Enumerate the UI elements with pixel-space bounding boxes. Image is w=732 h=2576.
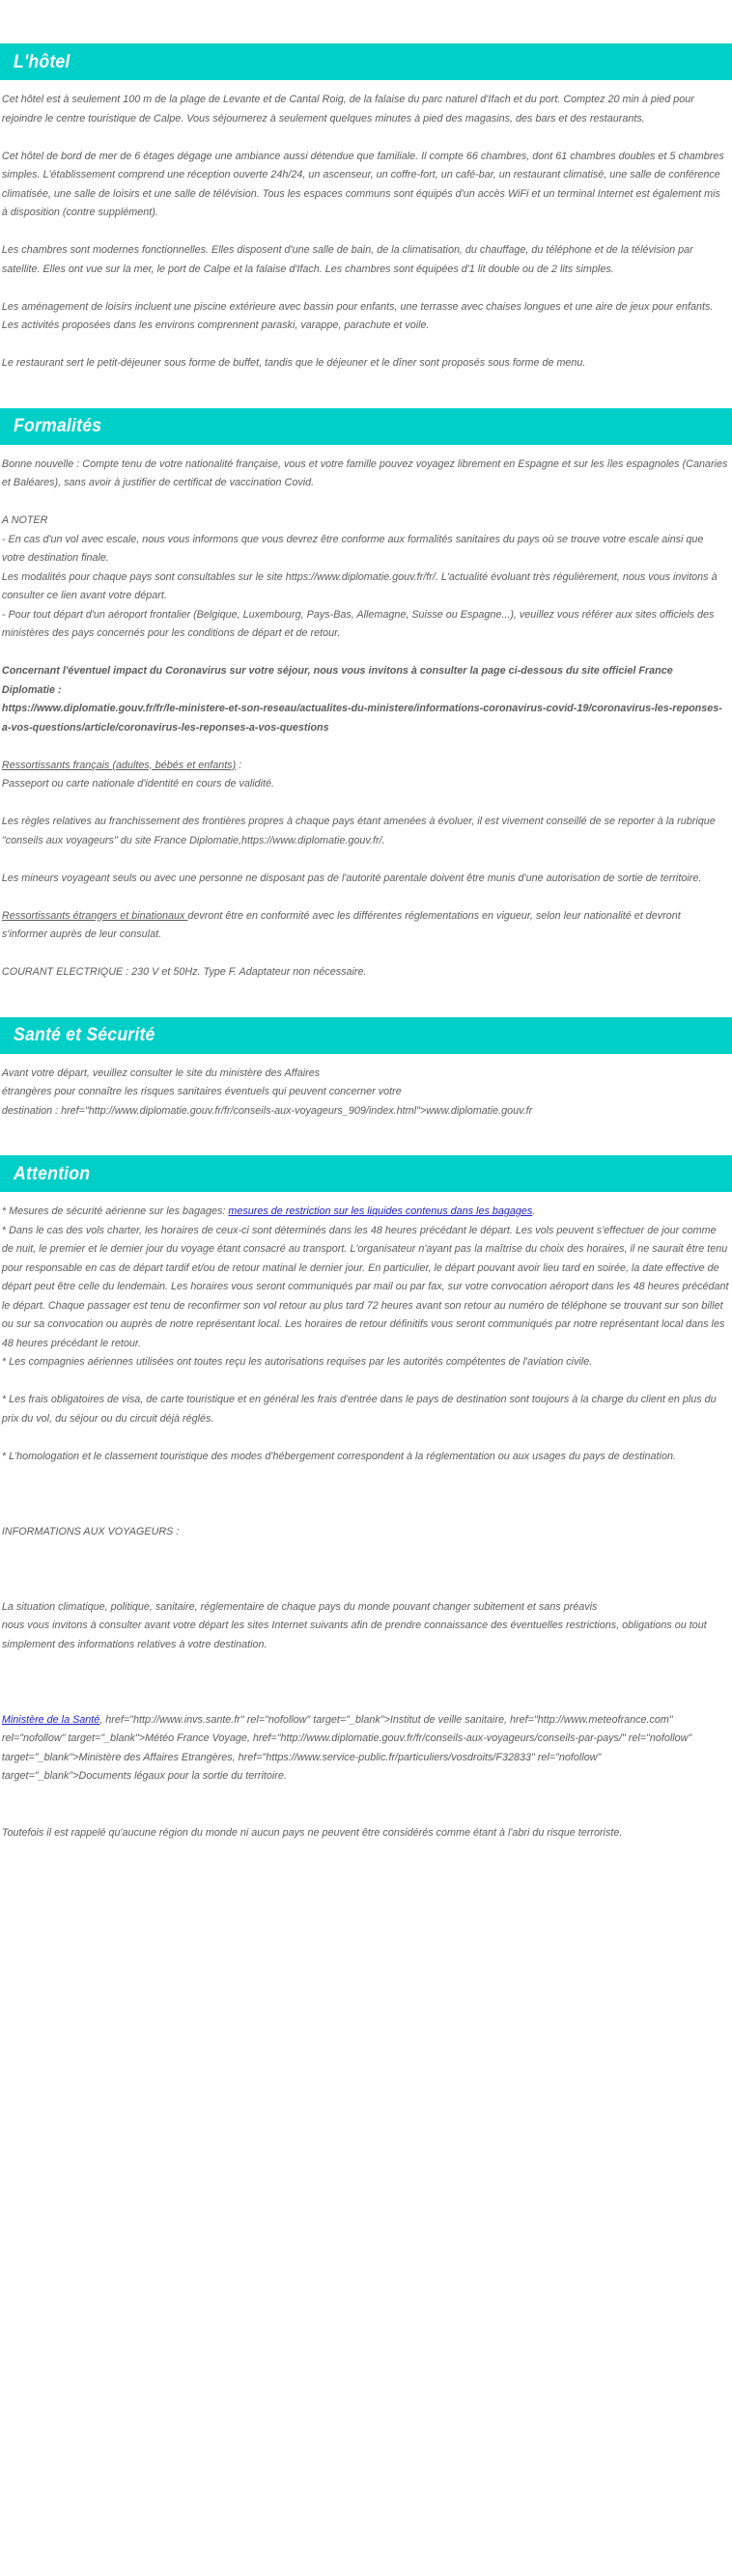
- spacer-before-attention: [0, 1121, 732, 1155]
- paragraph-blank: [2, 493, 729, 512]
- section-header-hotel: [0, 43, 732, 80]
- spacer-after-attention-bar: [0, 1192, 732, 1203]
- paragraph: Cet hôtel de bord de mer de 6 étages dégage une ambiance aussi détendue que familiale. Il compte 66 chambres, dont 61 chambres doubles et 5 chambres simples. L'établissement comprend une réception ouverte 24h/24, un ascenseur, un coffre-fort, un café-bar, un restaurant climatisé, une salle de conférence climatisée, une salle de loisirs et une salle de télévision. Tous les espaces communs sont équipés d'un accès WiFi et un terminal Internet est également mis à disposition (contre supplément).: [1, 150, 727, 218]
- spacer-before-sante: [0, 983, 732, 1017]
- paragraph-blank: [2, 1428, 729, 1448]
- paragraph: nous vous invitons à consulter avant votre départ les sites Internet suivants afin de prendre connaissance des éventuelles restrictions, obligations ou tout simplement des informations relatives à votre destination.: [1, 1620, 710, 1650]
- bullet-accommodation-rating: * L'homologation et le classement touristique des modes d'hébergement correspondent à la réglementation ou aux usages du pays de destination.: [1, 1450, 676, 1462]
- paragraph-coronavirus-intro: Concernant l'éventuel impact du Coronavirus sur votre séjour, nous vous invitons à consulter la page ci-dessous du site officiel France Diplomatie :: [1, 665, 676, 696]
- paragraph: Le restaurant sert le petit-déjeuner sous forme de buffet, tandis que le déjeuner et le dîner sont proposés sous forme de menu.: [1, 357, 586, 369]
- section-title-hotel: L'hôtel: [14, 51, 70, 72]
- paragraph: Les règles relatives au franchissement des frontières propres à chaque pays étant amenées à évoluer, il est vivement conseillé de se reporter à la rubrique "conseils aux voyageurs" du site France Diplomatie,https://www.diplomatie.gouv.fr/.: [1, 816, 718, 846]
- paragraph-blank: [2, 1787, 729, 1806]
- paragraph: Les modalités pour chaque pays sont consultables sur le site https://www.diplomatie.gouv.fr/fr/. L'actualité évoluant très régulièrement, nous vous invitons à consulter ce lien avant votre départ.: [1, 570, 720, 601]
- paragraph: Avant votre départ, veuillez consulter le site du ministère des Affaires: [1, 1066, 321, 1079]
- paragraph: Bonne nouvelle : Compte tenu de votre nationalité française, vous et votre famille pouvez voyagez librement en Espagne et sur les îles espagnoles (Canaries et Baléares), sans avoir à justifier de certificat de vaccination Covid.: [1, 457, 731, 488]
- paragraph-a-noter: A NOTER: [1, 514, 48, 526]
- paragraph-blank: [2, 1692, 729, 1711]
- paragraph-blank: [2, 1579, 729, 1598]
- paragraph: destination : href="http://www.diplomatie.gouv.fr/fr/conseils-aux-voyageurs_909/index.html">www.diplomatie.gouv.fr: [1, 1104, 533, 1117]
- paragraph-blank: [2, 1561, 729, 1580]
- paragraph-blank: [2, 888, 729, 907]
- paragraph: Cet hôtel est à seulement 100 m de la plage de Levante et de Cantal Roig, de la falaise du parc naturel d'Ifach et du port. Comptez 20 min à pied pour rejoindre le centre touristique de Calpe. Vous séjournerez à seulement quelques minutes à pied des magasins, des bars et des restaurants.: [1, 94, 697, 125]
- paragraph-blank: [2, 1504, 729, 1523]
- paragraph: - Pour tout départ d'un aéroport frontalier (Belgique, Luxembourg, Pays-Bas, Allemagne, Suisse ou Espagne...), veuillez vous référer aux sites officiels des ministères des pays concernés pour les conditions de départ et de retour.: [1, 608, 718, 639]
- paragraph-blank: [2, 223, 729, 242]
- section-body-hotel: [0, 91, 731, 374]
- paragraph: Les mineurs voyageant seuls ou avec une personne ne disposant pas de l'autorité parentale doivent être munis d'une autorisation de sortie de territoire.: [1, 872, 702, 884]
- paragraph-blank: [2, 1654, 729, 1674]
- paragraph: - En cas d'un vol avec escale, nous vous informons que vous devrez être conforme aux formalités sanitaires du pays où se trouve votre escale ainsi que votre destination finale.: [1, 533, 707, 564]
- paragraph-blank: [2, 1466, 729, 1485]
- paragraph: La situation climatique, politique, sanitaire, réglementaire de chaque pays du monde pouvant changer subitement et sans préavis: [1, 1600, 598, 1613]
- section-title-formalites: Formalités: [14, 416, 102, 436]
- paragraph-blank: [2, 1485, 729, 1505]
- section-header-sante-securite: [0, 1017, 732, 1054]
- paragraph-blank: [2, 1541, 729, 1561]
- paragraph-blank: [2, 737, 729, 757]
- bullet-visa-fees: * Les frais obligatoires de visa, de carte touristique et en général les frais d'entrée dans le pays de destination sont toujours à la charge du client en plus du prix du vol, du séjour ou du circuit déjà réglés.: [1, 1394, 719, 1425]
- paragraph: Les aménagement de loisirs incluent une piscine extérieure avec bassin pour enfants, une terrasse avec chaises longues et une aire de jeux pour enfants. Les activités proposées dans les environs comprennent paraski, varappe, parachute et voile.: [1, 300, 717, 331]
- section-body-sante-securite: [0, 1065, 731, 1122]
- paragraph-blank: [2, 945, 729, 964]
- paragraph: Passeport ou carte nationale d'identité en cours de validité.: [1, 778, 275, 789]
- paragraph-blank: [2, 794, 729, 814]
- spacer-before-formalites: [0, 374, 732, 408]
- bullet-charter-flights: * Dans le cas des vols charter, les horaires de ceux-ci sont déterminés dans les 48 heures précédant le départ. Les vols peuvent s'effectuer de jour comme de nuit, le premier et le dernier jour du voyage étant consacré au transport. L'organisateur n'ayant pas la maîtrise du choix des horaires, il ne saurait être tenu pour responsable en cas de départ tardif et/ou de retour matinal le dernier jour. En particulier, le départ pouvant avoir lieu tard en soirée, la date effective de départ peut être celle du lendemain. Les horaires vous seront communiqués par mail ou par fax, sur votre convocation aéroport dans les 48 heures précédant le départ. Chaque passager est tenu de reconfirmer son vol retour au plus tard 72 heures avant son retour au numéro de téléphone se trouvant sur son billet ou sur sa convocation ou auprès de notre représentant local. Les horaires de retour définitifs vous seront communiqués par notre représentant local dans les 48 heures précédant le retour.: [1, 1224, 732, 1349]
- paragraph-ressortissants-etrangers: Ressortissants étrangers et binationaux devront être en conformité avec les différentes réglementations en vigueur, selon leur nationalité et devront s'informer auprès de leur consulat.: [1, 909, 684, 940]
- paragraph-ressortissants-francais: Ressortissants français (adultes, bébés et enfants) :: [1, 759, 242, 771]
- heading-informations-voyageurs: INFORMATIONS AUX VOYAGEURS :: [1, 1525, 180, 1537]
- paragraph-blank: [2, 1674, 729, 1693]
- bullet-baggage-security-suffix: .: [532, 1205, 536, 1217]
- bottom-spacer: [0, 1842, 732, 1871]
- paragraph-coronavirus-url: https://www.diplomatie.gouv.fr/fr/le-ministere-et-son-reseau/actualites-du-ministere/informations-coronavirus-covid-19/coronavirus-les-reponses-a-vos-questions/article/coronavirus-les-reponses-a-vos-questions: [1, 703, 722, 734]
- spacer-after-hotel-bar: [0, 80, 732, 91]
- section-title-sante-securite: Santé et Sécurité: [14, 1025, 155, 1045]
- bullet-airlines: * Les compagnies aériennes utilisées ont toutes reçu les autorisations requises par les autorités compétentes de l'aviation civile.: [1, 1356, 593, 1368]
- bullet-baggage-security-prefix: * Mesures de sécurité aérienne sur les bagages:: [1, 1205, 229, 1217]
- paragraph-blank: [2, 128, 729, 148]
- top-spacer: [0, 0, 732, 43]
- paragraph-blank: [2, 279, 729, 298]
- paragraph: étrangères pour connaître les risques sanitaires éventuels qui peuvent concerner votre: [1, 1086, 402, 1097]
- paragraph-blank: [2, 1805, 729, 1824]
- paragraph: Les chambres sont modernes fonctionnelles. Elles disposent d'une salle de bain, de la climatisation, du chauffage, du téléphone et de la télévision par satellite. Elles ont vue sur la mer, le port de Calpe et la falaise d'Ifach. Les chambres sont équipées d'1 lit double ou de 2 lits simples.: [1, 244, 696, 275]
- section-header-attention: [0, 1155, 732, 1192]
- liquids-restriction-link[interactable]: mesures de restriction sur les liquides contenus dans les bagages: [228, 1205, 533, 1217]
- paragraph-blank: [2, 644, 729, 663]
- section-title-attention: Attention: [14, 1163, 91, 1184]
- ministere-sante-link[interactable]: Ministère de la Santé: [1, 1713, 100, 1726]
- bullet-baggage-security: [2, 1203, 729, 1222]
- paragraph-blank: [2, 1372, 729, 1392]
- paragraph-terrorist-risk: Toutefois il est rappelé qu'aucune région du monde ni aucun pays ne peuvent être considérés comme étant à l'abri du risque terroriste.: [1, 1826, 623, 1839]
- paragraph-useful-links: [2, 1711, 729, 1787]
- section-header-formalites: [0, 408, 732, 445]
- useful-links-raw-html: , href="http://www.invs.sante.fr" rel="nofollow" target="_blank">Institut de veille sanitaire, href="http://www.meteofrance.com" rel="nofollow" target="_blank">Météo France Voyage, href="http://www.diplomatie.gouv.fr/fr/conseils-aux-voyageurs/conseils-par-pays/" rel="nofollow" target="_blank">Ministère des Affaires Etrangères, href="https://www.service-public.fr/particuliers/vosdroits/F32833" rel="nofollow" target="_blank">Documents légaux pour la sortie du territoire.: [1, 1713, 695, 1782]
- paragraph-blank: [2, 336, 729, 355]
- section-body-attention: [0, 1203, 731, 1842]
- spacer-after-sante-bar: [0, 1054, 732, 1065]
- section-body-formalites: [0, 456, 731, 983]
- paragraph-courant-electrique: COURANT ELECTRIQUE : 230 V et 50Hz. Type F. Adaptateur non nécessaire.: [1, 966, 367, 978]
- spacer-after-formalites-bar: [0, 445, 732, 456]
- paragraph-blank: [2, 850, 729, 870]
